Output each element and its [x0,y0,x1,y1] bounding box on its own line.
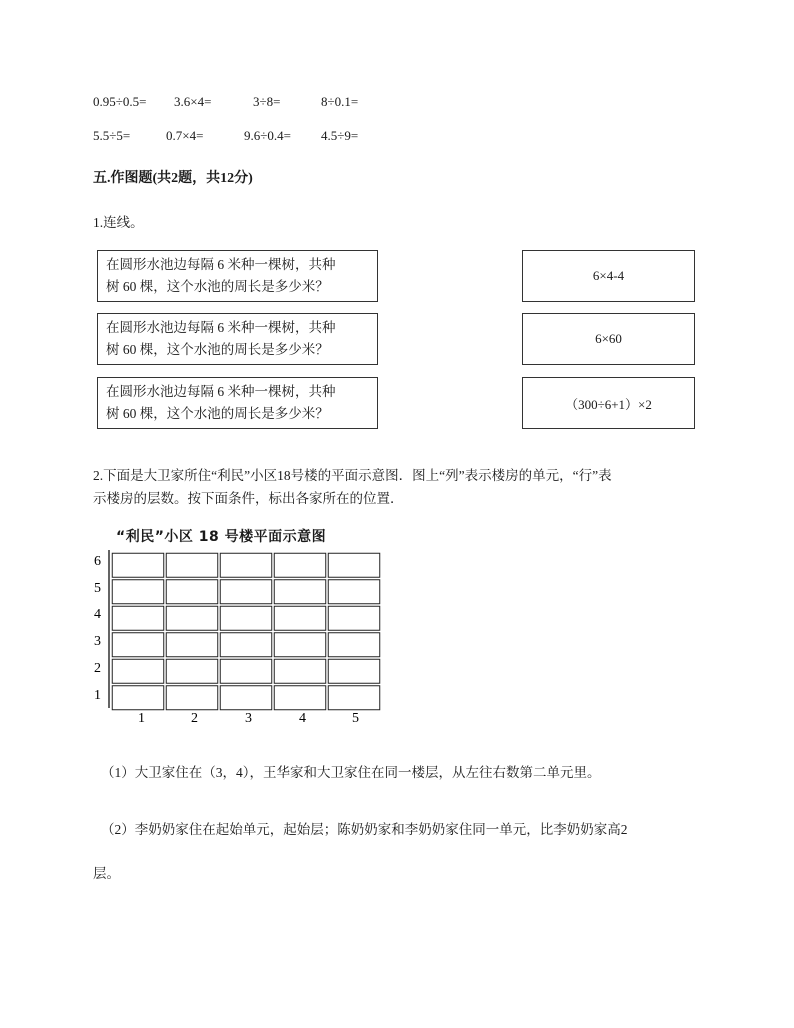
expression-text: 6×60 [595,331,622,346]
expression-box [522,313,695,365]
problem-box [97,377,378,429]
col-label: 4 [299,711,306,726]
condition-2: （2）李奶奶家住在起始单元，起始层；陈奶奶家和李奶奶家住同一单元，比李奶奶家高2 [101,822,628,837]
col-label: 3 [245,711,252,726]
calc-item: 4.5÷9= [321,128,359,143]
question-2-line1: 2.下面是大卫家所住“利民”小区18号楼的平面示意图．图上“列”表示楼房的单元，“行”表 [93,468,612,483]
row-label: 2 [94,661,101,676]
condition-2-continued: 层。 [93,866,120,881]
grid-cell [274,686,326,710]
problem-line: 树 60 棵，这个水池的周长是多少米？ [106,342,329,357]
grid-cell [328,553,380,577]
grid-cell [220,606,272,630]
grid-cell [274,553,326,577]
question-1-title: 1.连线。 [93,215,144,230]
grid-cell [328,686,380,710]
grid-cell [274,659,326,683]
grid-cell [220,553,272,577]
grid-cell [328,633,380,657]
problem-line: 在圆形水池边每隔 6 米种一棵树，共种 [106,320,336,335]
grid-cell [166,580,218,604]
grid-cell [274,606,326,630]
expression-box [522,250,695,302]
expression-box [522,377,695,429]
col-label: 5 [352,711,359,726]
col-label: 1 [138,711,145,726]
grid-cell [220,580,272,604]
expression-text: 6×4-4 [592,268,625,283]
grid-cell [220,659,272,683]
row-label: 1 [94,688,101,703]
problem-box [97,250,378,302]
col-label: 2 [191,711,198,726]
calc-item: 0.7×4= [166,128,204,143]
problem-line: 树 60 棵，这个水池的周长是多少米？ [106,279,329,294]
calc-item: 3÷8= [253,94,281,109]
grid-cell [112,553,164,577]
section-title: 五.作图题(共2题，共12分) [93,171,253,186]
expression-text: （300÷6+1）×2 [565,396,652,412]
grid-cell [112,686,164,710]
calc-item: 0.95÷0.5= [93,94,147,109]
grid-cell [166,633,218,657]
calc-item: 3.6×4= [174,94,212,109]
row-label: 4 [94,607,101,622]
grid-cell [166,606,218,630]
grid-title: “利民”小区 18 号楼平面示意图 [116,529,327,545]
row-label: 5 [94,581,101,596]
problem-line: 在圆形水池边每隔 6 米种一棵树，共种 [106,384,336,399]
grid-cell [112,606,164,630]
grid-cell [220,633,272,657]
calc-item: 9.6÷0.4= [244,128,291,143]
grid-cell [112,580,164,604]
grid-cell [274,580,326,604]
grid-cell [166,659,218,683]
row-label: 3 [94,634,101,649]
condition-1: （1）大卫家住在（3，4），王华家和大卫家住在同一楼层，从左往右数第二单元里。 [101,765,601,780]
grid-cell [274,633,326,657]
problem-box [97,313,378,365]
grid-cell [328,659,380,683]
question-2-line2: 示楼房的层数。按下面条件，标出各家所在的位置． [93,491,404,506]
grid-cell [112,659,164,683]
grid-cell [328,606,380,630]
problem-line: 在圆形水池边每隔 6 米种一棵树，共种 [106,257,336,272]
problem-line: 树 60 棵，这个水池的周长是多少米？ [106,406,329,421]
grid-cell [220,686,272,710]
grid-cell [166,686,218,710]
grid-cell [112,633,164,657]
floor-plan-grid [88,548,388,730]
calc-item: 8÷0.1= [321,94,359,109]
grid-cell [166,553,218,577]
grid-cell [328,580,380,604]
row-label: 6 [94,554,101,569]
calc-item: 5.5÷5= [93,128,131,143]
